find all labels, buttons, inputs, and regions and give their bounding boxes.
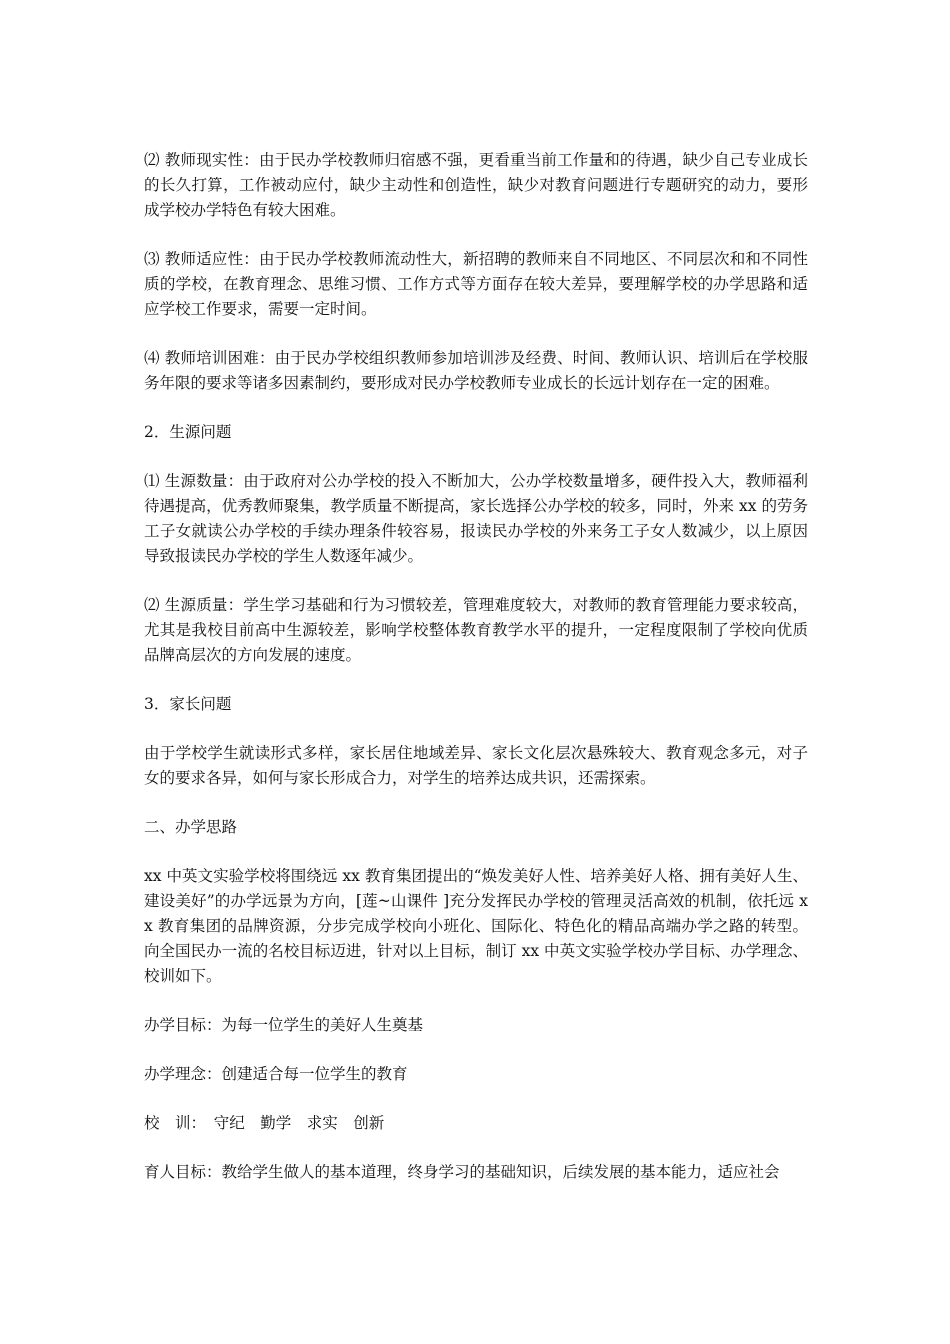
- section-heading-school-approach: 二、办学思路: [144, 818, 238, 836]
- paragraph-school-approach: xx 中英文实验学校将围绕远 xx 教育集团提出的“焕发美好人性、培养美好人格、拥有美好人生、建设美好”的办学远景为方向，[莲~山课件 ]充分发挥民办学校的管理灵活高效的机制，依托远 xx 教育集团的品牌资源，分步完成学校向小班化、国际化、特色化的精品高端办学之路的转型。向全国民办一流的名校目标迈进，针对以上目标，制订 xx 中英文实验学校办学目标、办学理念、校训如下。: [144, 867, 808, 985]
- paragraph-parents: 由于学校学生就读形式多样，家长居住地域差异、家长文化层次悬殊较大、教育观念多元，对子女的要求各异，如何与家长形成合力，对学生的培养达成共识，还需探索。: [144, 744, 808, 787]
- section-heading-parents: 3．家长问题: [144, 695, 232, 713]
- paragraph-education-goal: 育人目标：教给学生做人的基本道理，终身学习的基础知识，后续发展的基本能力，适应社会: [144, 1163, 780, 1181]
- section-heading-student-source: 2．生源问题: [144, 423, 232, 441]
- school-goal: 办学目标：为每一位学生的美好人生奠基: [144, 1016, 424, 1034]
- paragraph-student-quantity: ⑴ 生源数量：由于政府对公办学校的投入不断加大，公办学校数量增多，硬件投入大，教师福利待遇提高，优秀教师聚集，教学质量不断提高，家长选择公办学校的较多，同时，外来 xx 的劳务工子女就读公办学校的手续办理条件较容易，报读民办学校的外来务工子女人数减少，以上原因导致报读民办学校的学生人数逐年减少。: [144, 472, 808, 565]
- document-body: [144, 148, 808, 1209]
- school-motto: 校 训： 守纪 勤学 求实 创新: [144, 1114, 385, 1132]
- paragraph-teacher-training-difficulty: ⑷ 教师培训困难：由于民办学校组织教师参加培训涉及经费、时间、教师认识、培训后在学校服务年限的要求等诸多因素制约，要形成对民办学校教师专业成长的长远计划存在一定的困难。: [144, 349, 808, 392]
- paragraph-teacher-adaptability: ⑶ 教师适应性：由于民办学校教师流动性大，新招聘的教师来自不同地区、不同层次和和不同性质的学校，在教育理念、思维习惯、工作方式等方面存在较大差异，要理解学校的办学思路和适应学校工作要求，需要一定时间。: [144, 250, 808, 318]
- paragraph-student-quality: ⑵ 生源质量：学生学习基础和行为习惯较差，管理难度较大，对教师的教育管理能力要求较高，尤其是我校目前高中生源较差，影响学校整体教育教学水平的提升，一定程度限制了学校向优质品牌高层次的方向发展的速度。: [144, 596, 808, 664]
- school-philosophy: 办学理念：创建适合每一位学生的教育: [144, 1065, 408, 1083]
- paragraph-teacher-practicality: ⑵ 教师现实性：由于民办学校教师归宿感不强，更看重当前工作量和的待遇，缺少自己专业成长的长久打算，工作被动应付，缺少主动性和创造性，缺少对教育问题进行专题研究的动力，要形成学校办学特色有较大困难。: [144, 151, 808, 219]
